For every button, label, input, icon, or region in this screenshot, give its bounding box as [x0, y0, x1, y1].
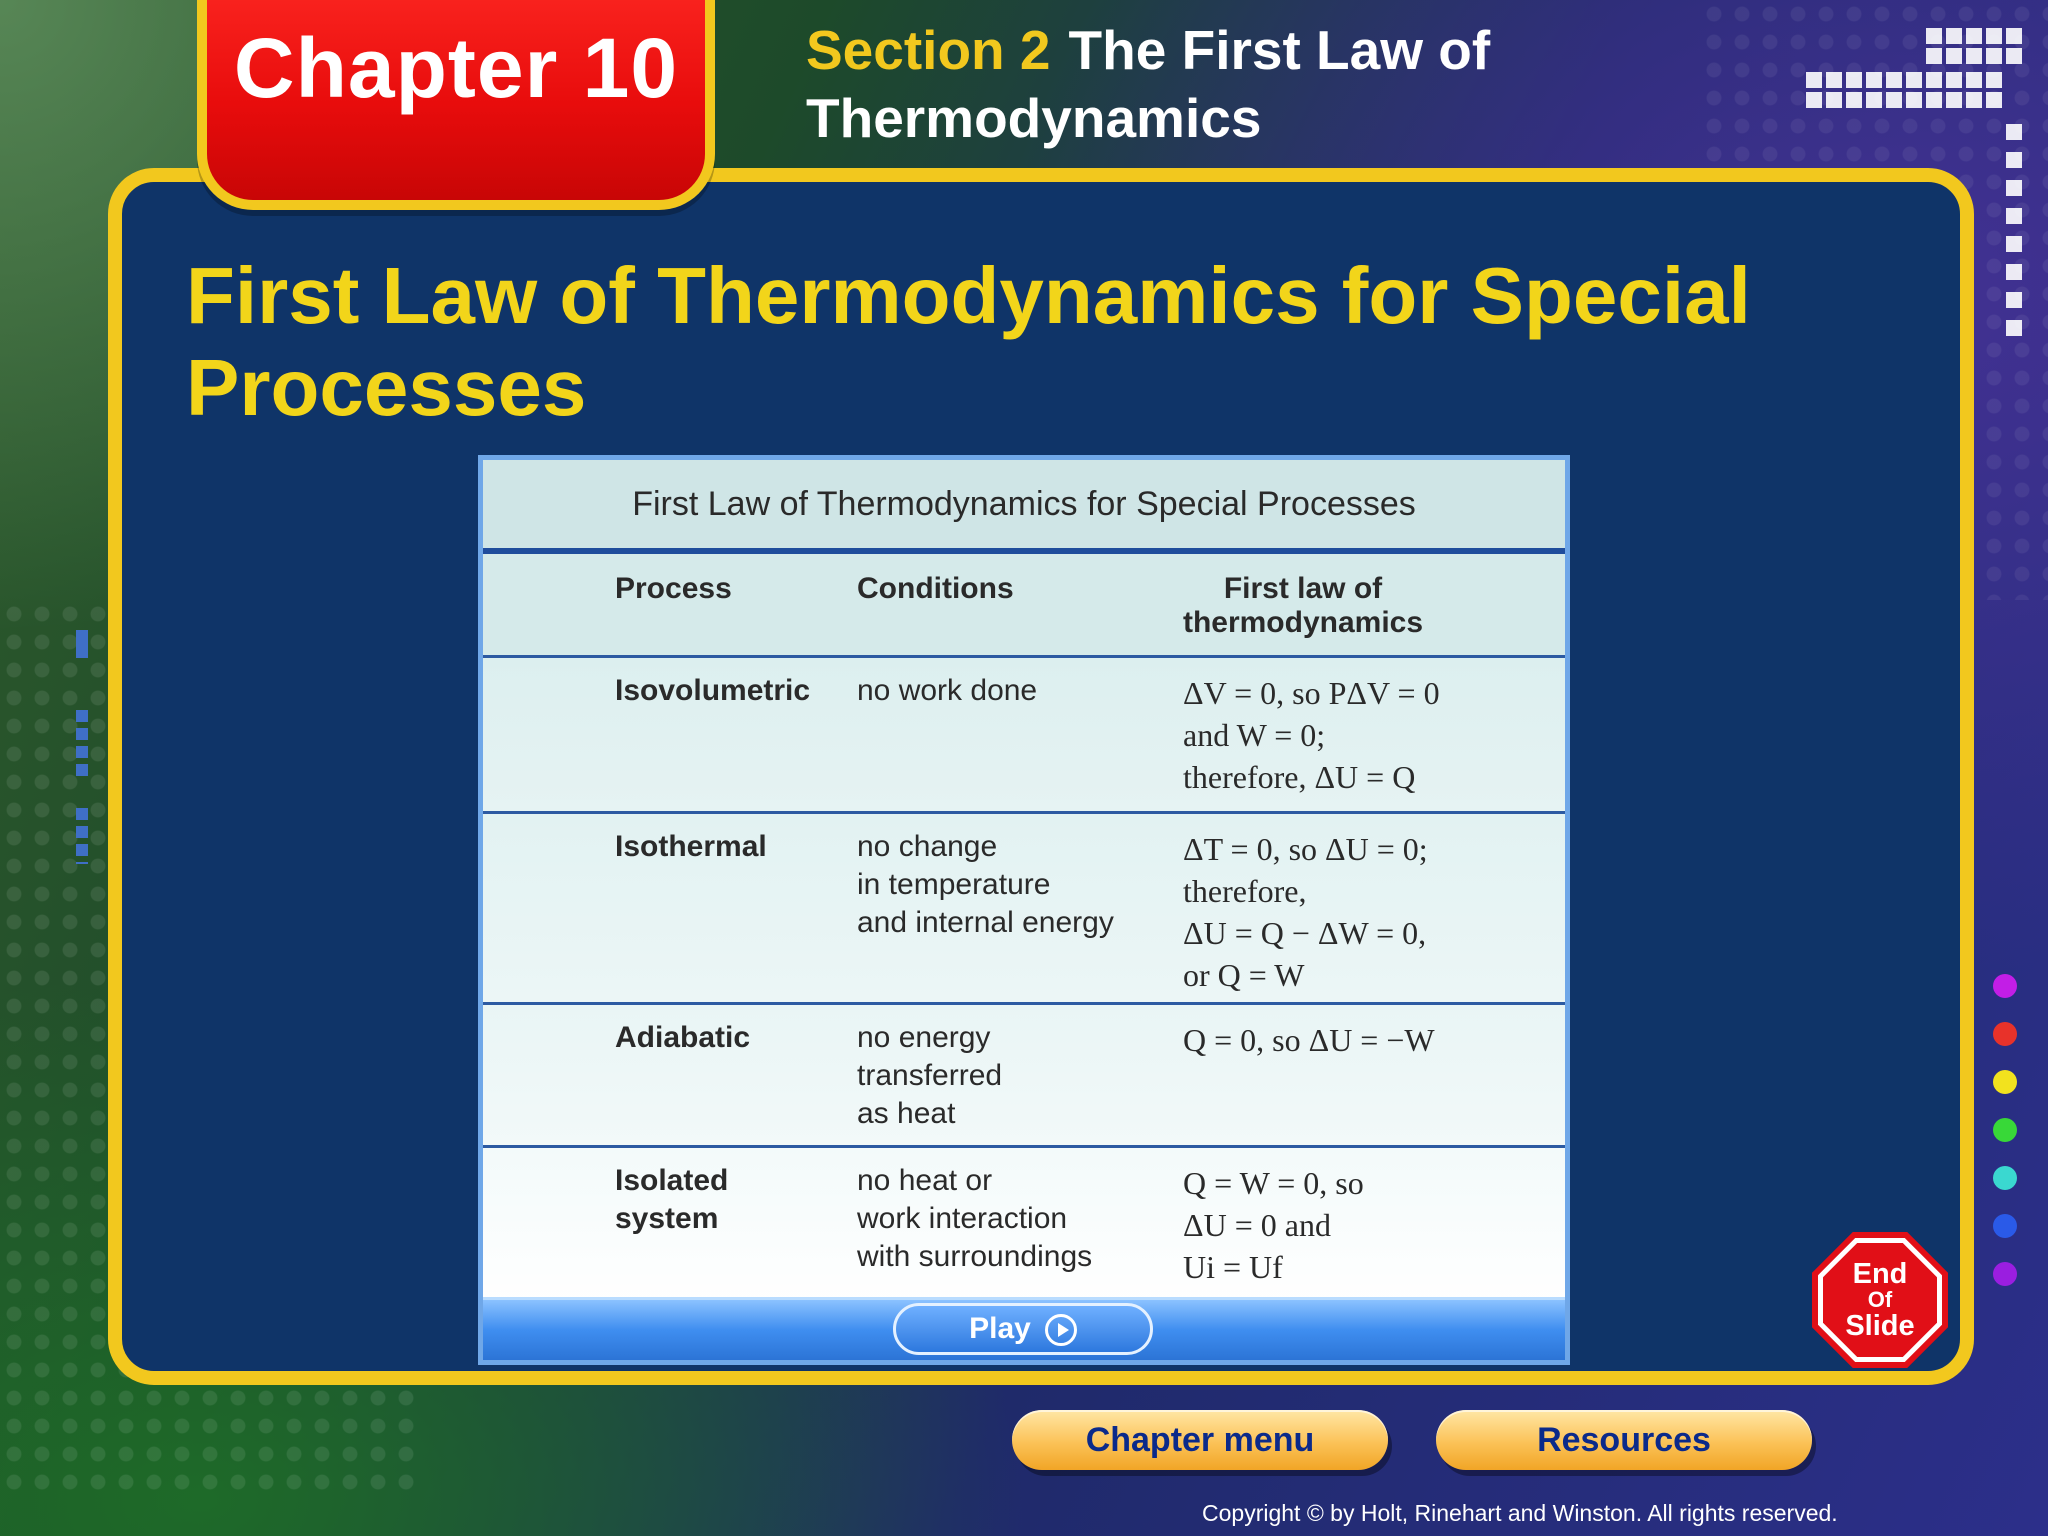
left-dash-decoration: [76, 630, 88, 658]
chapter-label: Chapter 10: [233, 21, 679, 115]
header-first-law: First law of thermodynamics: [1182, 572, 1424, 639]
table-row: [483, 1148, 1565, 1306]
process-conditions: no heat or work interaction with surroundings: [857, 1164, 1093, 1273]
process-conditions: no change in temperature and internal energy: [857, 830, 1114, 939]
section-title-line1: The First Law of: [1068, 19, 1491, 81]
play-bar: [483, 1297, 1565, 1360]
table-row: [483, 1005, 1565, 1148]
table-title: First Law of Thermodynamics for Special Processes: [483, 460, 1565, 554]
side-dot-decoration: [1993, 1070, 2017, 1094]
end-of-slide-label: [1845, 1258, 1915, 1342]
table-header-row: [483, 554, 1565, 658]
end-of-slide-line2: Of: [1867, 1287, 1893, 1312]
chapter-tab: [197, 0, 715, 210]
left-dash-decoration: [76, 808, 88, 864]
side-dot-decoration: [1993, 974, 2017, 998]
play-button[interactable]: [893, 1303, 1153, 1355]
section-title-line2: Thermodynamics: [806, 87, 1262, 149]
side-dot-decoration: [1993, 1022, 2017, 1046]
process-first-law: Q = 0, so ΔU = −W: [1183, 1022, 1435, 1058]
play-icon: [1045, 1314, 1077, 1346]
process-name: Isolated system: [615, 1164, 729, 1235]
process-conditions: no energy transferred as heat: [857, 1021, 1003, 1130]
section-heading: [806, 16, 1806, 152]
table-row: [483, 814, 1565, 1005]
process-name: Isothermal: [615, 830, 767, 863]
process-conditions: no work done: [857, 674, 1038, 707]
copyright-text: Copyright © by Holt, Rinehart and Winston. All rights reserved.: [1202, 1500, 1838, 1526]
side-dot-decoration: [1993, 1118, 2017, 1142]
section-number: Section 2: [806, 19, 1051, 81]
process-first-law: Q = W = 0, so ΔU = 0 and Ui = Uf: [1183, 1165, 1364, 1285]
process-name: Isovolumetric: [615, 674, 811, 707]
chapter-menu-button[interactable]: Chapter menu: [1012, 1410, 1388, 1470]
end-of-slide-button[interactable]: [1812, 1232, 1948, 1368]
process-name: Adiabatic: [615, 1021, 751, 1054]
process-first-law: ΔT = 0, so ΔU = 0; therefore, ΔU = Q − ΔW = 0, or Q = W: [1183, 831, 1428, 993]
process-first-law: ΔV = 0, so PΔV = 0 and W = 0; therefore, ΔU = Q: [1183, 675, 1440, 795]
side-dot-decoration: [1993, 1166, 2017, 1190]
left-dash-decoration: [76, 710, 88, 780]
slide-title: First Law of Thermodynamics for Special Processes: [186, 251, 1751, 432]
table-row: [483, 658, 1565, 814]
special-processes-table: [478, 455, 1570, 1365]
side-dot-decoration: [1993, 1262, 2017, 1286]
side-dot-decoration: [1993, 1214, 2017, 1238]
end-of-slide-line3: Slide: [1845, 1310, 1915, 1342]
end-of-slide-line1: End: [1852, 1258, 1908, 1290]
header-process: Process: [615, 572, 732, 605]
resources-button[interactable]: Resources: [1436, 1410, 1812, 1470]
play-label: Play: [969, 1312, 1031, 1345]
header-conditions: Conditions: [857, 572, 1014, 605]
